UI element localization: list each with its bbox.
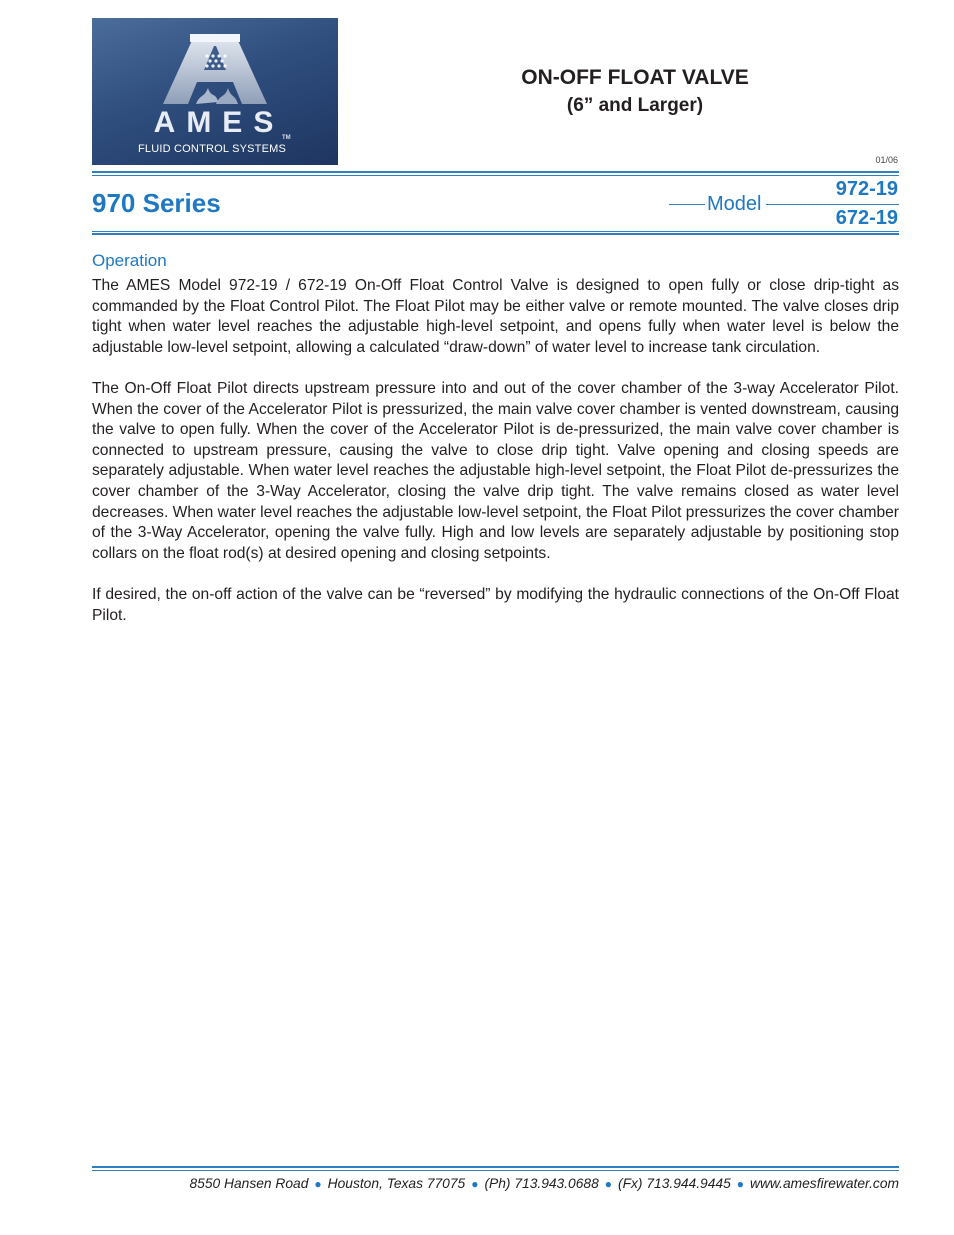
operation-paragraph: The AMES Model 972-19 / 672-19 On-Off Float Control Valve is designed to open fully or close drip-tight as commanded by the Float Control Pilot. The Float Pilot may be either valve or remote mounted. The valve closes drip tight when water level reaches the adjustable high-level setpoint, and opens fully when water level is below the adjustable low-level setpoint, allowing a calculated “draw-down” of water level to increase tank circulation.	[92, 277, 899, 356]
bullet-separator: ●	[604, 1177, 612, 1191]
model-number-secondary: 672-19	[835, 207, 898, 229]
model-leader-right	[766, 204, 823, 205]
bullet-separator: ●	[471, 1177, 479, 1191]
logo-trademark: TM	[282, 135, 291, 141]
bullet-separator: ●	[314, 1177, 322, 1191]
bottom-rule-thin	[92, 231, 899, 232]
top-rule-thin	[92, 175, 899, 176]
footer-fax: (Fx) 713.944.9445	[618, 1176, 731, 1191]
footer-rule-thick	[92, 1166, 899, 1168]
operation-paragraph: The On-Off Float Pilot directs upstream pressure into and out of the cover chamber of the 3-way Accelerator Pilot. When the cover of the Accelerator Pilot is pressurized, the main valve cover chamber is vented downstream, causing the valve to open fully. When the cover of the Accelerator Pilot is de-pressurized, the main valve cover chamber is connected to upstream pressure, causing the valve to close drip tight. Valve opening and closing speeds are separately adjustable. When water level reaches the adjustable high-level setpoint, the Float Pilot de-pressurizes the cover chamber of the 3-Way Accelerator, closing the valve drip tight. The valve remains closed as water level decreases. When water level reaches the adjustable low-level setpoint, the Float Pilot pressurizes the cover chamber of the 3-Way Accelerator, opening the valve fully. High and low levels are separately adjustable by positioning stop collars on the float rod(s) at desired opening and closing setpoints.	[92, 379, 899, 562]
model-divider	[823, 204, 899, 205]
page-subtitle: (6” and Larger)	[566, 95, 704, 116]
operation-paragraph: If desired, the on-off action of the valve can be “reversed” by modifying the hydraulic connections of the On-Off Float Pilot.	[92, 585, 899, 624]
operation-heading: Operation	[92, 251, 167, 270]
model-leader-left	[669, 204, 705, 205]
logo-wordmark: AMES	[153, 106, 285, 139]
operation-body	[92, 276, 899, 647]
top-rule-thick	[92, 171, 899, 173]
footer-address: 8550 Hansen Road	[189, 1176, 309, 1191]
date-code: 01/06	[875, 155, 898, 165]
logo-tagline: FLUID CONTROL SYSTEMS	[138, 143, 287, 155]
series-name: 970 Series	[92, 188, 221, 218]
model-label: Model	[707, 193, 762, 215]
page-title: ON-OFF FLOAT VALVE	[521, 66, 749, 89]
footer-website-link[interactable]: www.amesfirewater.com	[750, 1176, 899, 1191]
bottom-rule-thick	[92, 233, 899, 235]
bullet-separator: ●	[736, 1177, 744, 1191]
footer-city: Houston, Texas 77075	[327, 1176, 466, 1191]
footer-phone: (Ph) 713.943.0688	[484, 1176, 599, 1191]
footer-contact	[92, 1176, 899, 1191]
ames-logo	[92, 18, 338, 165]
model-number-primary: 972-19	[835, 178, 898, 200]
footer-rule-thin	[92, 1170, 899, 1171]
